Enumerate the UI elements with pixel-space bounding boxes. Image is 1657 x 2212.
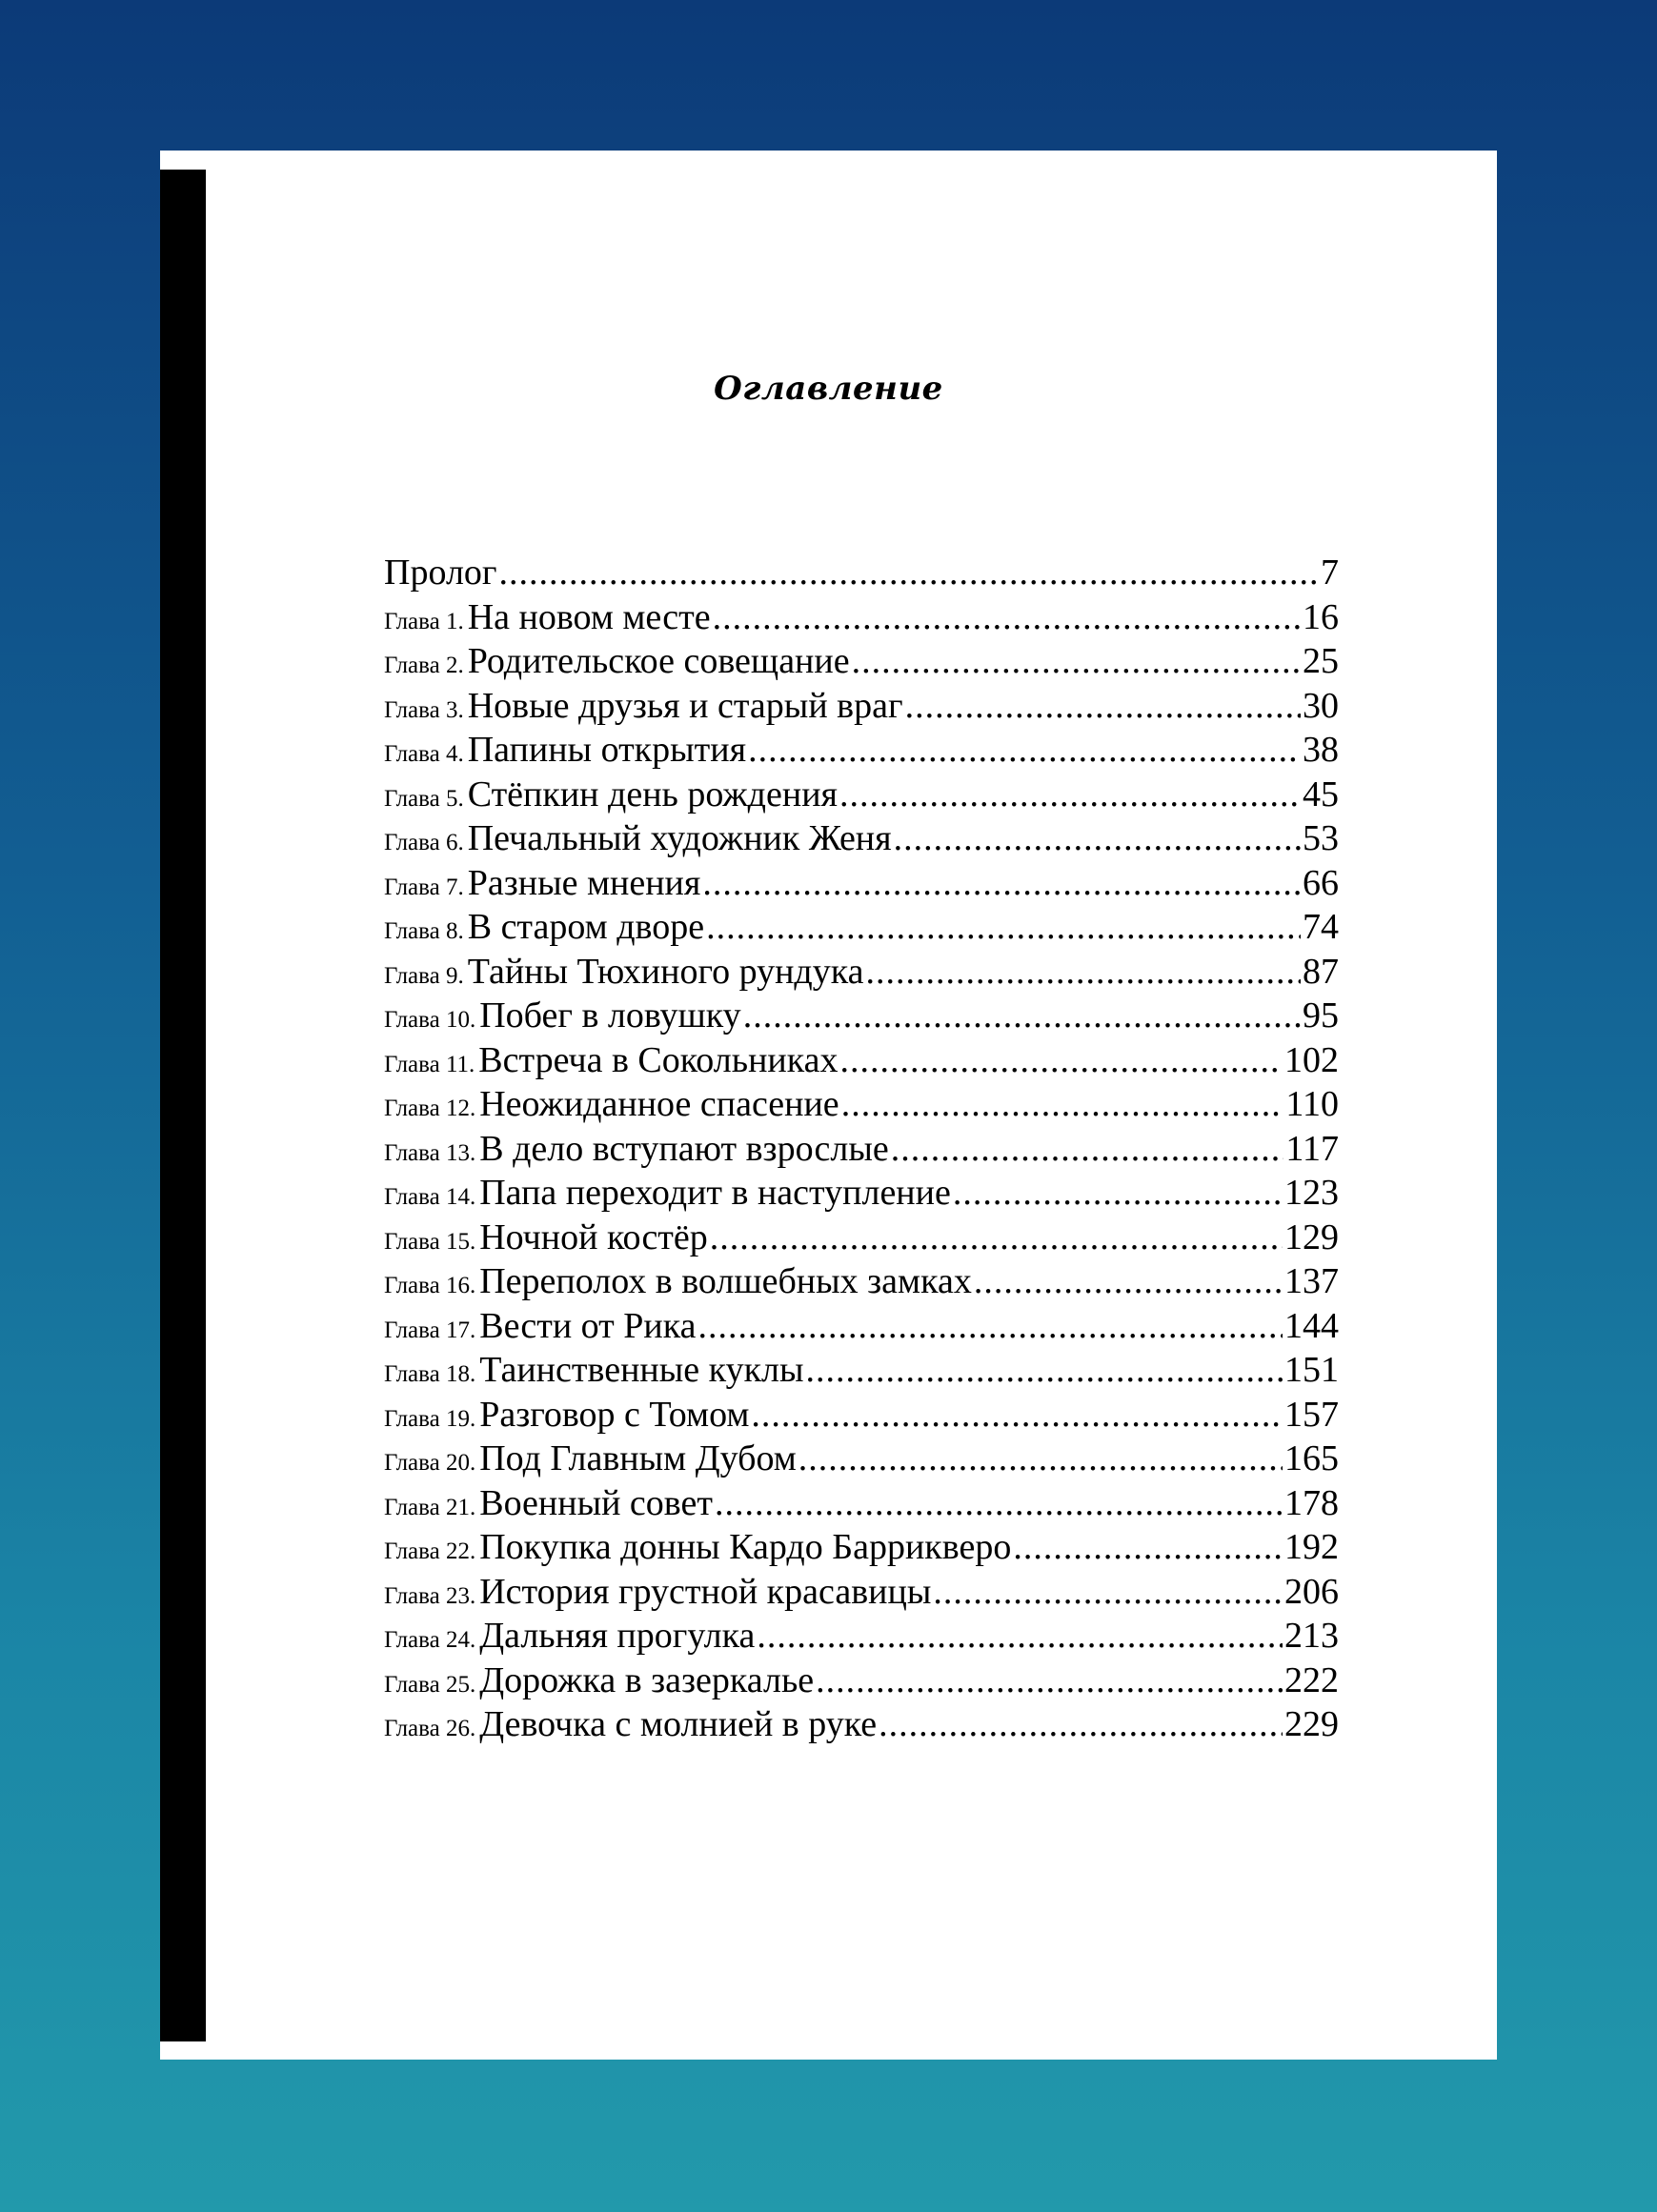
toc-entry (384, 1525, 1339, 1570)
toc-entry-page-number: 165 (1284, 1438, 1339, 1478)
toc-entry-chapter-label: Глава 6. (384, 830, 464, 855)
toc-entry-chapter-label: Глава 13. (384, 1139, 476, 1166)
toc-entry-page-number: 123 (1284, 1173, 1339, 1213)
toc-entry-dot-leader (891, 1127, 1284, 1172)
toc-entry (384, 684, 1339, 729)
toc-entry-chapter-label: Глава 14. (384, 1184, 476, 1210)
toc-entry (384, 1702, 1339, 1747)
toc-entry-chapter-label: Глава 3. (384, 696, 464, 723)
toc-entry-dot-leader (806, 1348, 1283, 1393)
toc-entry (384, 639, 1339, 684)
toc-entry-chapter-label: Глава 22. (384, 1538, 476, 1564)
toc-entry-dot-leader (751, 1393, 1283, 1438)
toc-entry-page-number: 192 (1284, 1527, 1339, 1567)
toc-entry-page-number: 157 (1284, 1394, 1339, 1435)
toc-entry-dot-leader (715, 1481, 1283, 1526)
toc-entry-dot-leader (702, 861, 1301, 906)
toc-entry-page-number: 38 (1303, 730, 1339, 770)
toc-entry (384, 1216, 1339, 1260)
toc-entry-dot-leader (757, 1614, 1283, 1659)
toc-entry-chapter-label: Глава 20. (384, 1450, 476, 1476)
toc-entry-chapter-label: Глава 10. (384, 1007, 476, 1033)
toc-entry-page-number: 53 (1303, 818, 1339, 858)
toc-entry-title: Тайны Тюхиного рундука (467, 951, 864, 992)
toc-entry-title: В старом дворе (467, 907, 705, 947)
toc-entry-chapter-label: Глава 2. (384, 653, 464, 678)
toc-entry (384, 905, 1339, 950)
toc-entry (384, 950, 1339, 995)
toc-entry-dot-leader (953, 1171, 1283, 1216)
toc-entry-dot-leader (698, 1304, 1283, 1349)
toc-entry-title: Дорожка в зазеркалье (479, 1659, 815, 1700)
toc-entry-chapter-label: Глава 24. (384, 1627, 476, 1653)
toc-entry-dot-leader (1013, 1525, 1283, 1570)
toc-entry-dot-leader (852, 639, 1301, 684)
toc-entry (384, 816, 1339, 861)
toc-entry-title: Разные мнения (467, 862, 701, 903)
toc-entry-page-number: 213 (1284, 1616, 1339, 1656)
toc-entry-page-number: 229 (1284, 1704, 1339, 1744)
toc-entry (384, 1127, 1339, 1172)
toc-entry-dot-leader (743, 994, 1301, 1038)
toc-entry-page-number: 110 (1285, 1084, 1339, 1124)
toc-entry-title: Под Главным Дубом (479, 1438, 797, 1478)
toc-entry-title: Папины открытия (467, 730, 747, 770)
toc-entry-chapter-label: Глава 1. (384, 608, 464, 634)
toc-entry-dot-leader (879, 1702, 1283, 1747)
toc-entry-page-number: 16 (1303, 596, 1339, 637)
toc-entry-chapter-label: Глава 21. (384, 1494, 476, 1520)
toc-entry-title: Вести от Рика (479, 1305, 697, 1346)
toc-entry-chapter-label: Глава 4. (384, 741, 464, 767)
toc-entry (384, 595, 1339, 640)
toc-entry-dot-leader (974, 1259, 1283, 1304)
toc-entry-page-number: 45 (1303, 774, 1339, 814)
toc-entry-chapter-label: Глава 18. (384, 1361, 476, 1387)
toc-entry-title: Родительское совещание (467, 641, 850, 681)
toc-entry (384, 1481, 1339, 1526)
book-page (160, 151, 1497, 2060)
toc-entry-dot-leader (840, 1038, 1283, 1083)
toc-entry-dot-leader (933, 1570, 1283, 1615)
toc-entry-dot-leader (905, 684, 1301, 729)
toc-entry (384, 728, 1339, 773)
toc-entry-title: История грустной красавицы (479, 1571, 932, 1612)
toc-entry-title: Военный совет (479, 1482, 713, 1523)
toc-entry (384, 994, 1339, 1038)
toc-entry-dot-leader (841, 1082, 1284, 1127)
toc-entry (384, 1393, 1339, 1438)
toc-entry-dot-leader (894, 816, 1301, 861)
toc-entry-title: Таинственные куклы (479, 1350, 804, 1390)
toc-entry-chapter-label: Глава 19. (384, 1405, 476, 1432)
toc-entry (384, 1348, 1339, 1393)
toc-entry (384, 773, 1339, 817)
toc-entry-chapter-label: Глава 12. (384, 1096, 476, 1121)
toc-entry-chapter-label: Глава 8. (384, 918, 464, 944)
toc-entry-chapter-label: Глава 26. (384, 1716, 476, 1741)
toc-entry-chapter-label: Глава 25. (384, 1671, 476, 1698)
toc-entry-dot-leader (748, 728, 1301, 773)
toc-entry-title: В дело вступают взрослые (479, 1128, 889, 1169)
toc-entry (384, 1437, 1339, 1481)
toc-entry-page-number: 66 (1303, 862, 1339, 903)
toc-entry-chapter-label: Глава 16. (384, 1273, 476, 1298)
toc-entry-page-number: 95 (1303, 995, 1339, 1036)
toc-entry-chapter-label: Глава 9. (384, 962, 464, 989)
toc-entry (384, 1082, 1339, 1127)
toc-entry-page-number: 144 (1284, 1305, 1339, 1346)
page-spine-bar (160, 170, 206, 2041)
toc-entry-dot-leader (706, 905, 1301, 950)
toc-entry-title: Ночной костёр (479, 1217, 708, 1257)
toc-entry-title: Разговор с Томом (479, 1394, 750, 1435)
toc-entry-chapter-label: Глава 17. (384, 1317, 476, 1343)
toc-entry-page-number: 25 (1303, 641, 1339, 681)
toc-entry (384, 1614, 1339, 1659)
toc-entry-dot-leader (866, 950, 1301, 995)
toc-entry-page-number: 87 (1303, 951, 1339, 992)
toc-entry-title: Переполох в волшебных замках (479, 1261, 972, 1301)
toc-entry-dot-leader (798, 1437, 1283, 1481)
toc-entry (384, 551, 1339, 595)
toc-entry-page-number: 206 (1284, 1571, 1339, 1612)
toc-entry-title: Побег в ловушку (479, 995, 741, 1036)
toc-entry-title: Девочка с молнией в руке (479, 1704, 878, 1744)
toc-entry-chapter-label: Глава 7. (384, 874, 464, 900)
toc-entry-chapter-label: Глава 5. (384, 785, 464, 812)
toc-entry-dot-leader (839, 773, 1301, 817)
toc-entry-title: Папа переходит в наступление (479, 1173, 951, 1213)
toc-entry-page-number: 151 (1284, 1350, 1339, 1390)
toc-entry-page-number: 102 (1284, 1039, 1339, 1080)
toc-entry (384, 1304, 1339, 1349)
toc-entry-title: Встреча в Сокольниках (478, 1039, 839, 1080)
toc-entry-title: Стёпкин день рождения (467, 774, 839, 814)
toc-entry-title: Покупка донны Кардо Баррикверо (479, 1527, 1012, 1567)
toc-list (384, 551, 1339, 1747)
toc-entry-page-number: 178 (1284, 1482, 1339, 1523)
toc-entry-page-number: 30 (1303, 685, 1339, 726)
toc-entry-title: Печальный художник Женя (467, 818, 892, 858)
toc-entry-page-number: 7 (1321, 553, 1339, 593)
toc-entry (384, 861, 1339, 906)
toc-entry-dot-leader (713, 595, 1301, 640)
toc-entry (384, 1659, 1339, 1703)
toc-entry-page-number: 222 (1284, 1659, 1339, 1700)
toc-entry-title: Дальняя прогулка (479, 1616, 756, 1656)
toc-entry-title: Новые друзья и старый враг (467, 685, 903, 726)
toc-entry-chapter-label: Глава 11. (384, 1051, 475, 1077)
toc-entry (384, 1038, 1339, 1083)
toc-entry (384, 1259, 1339, 1304)
toc-entry (384, 1171, 1339, 1216)
toc-entry (384, 1570, 1339, 1615)
toc-entry-page-number: 137 (1284, 1261, 1339, 1301)
toc-entry-chapter-label: Глава 15. (384, 1228, 476, 1255)
toc-entry-title: На новом месте (467, 596, 711, 637)
toc-entry-title: Неожиданное спасение (479, 1084, 839, 1124)
toc-entry-dot-leader (499, 551, 1320, 595)
toc-entry-dot-leader (710, 1216, 1283, 1260)
toc-entry-page-number: 129 (1284, 1217, 1339, 1257)
toc-title: Оглавление (714, 370, 943, 408)
toc-entry-title: Пролог (384, 553, 497, 593)
toc-entry-page-number: 74 (1303, 907, 1339, 947)
toc-entry-dot-leader (816, 1659, 1283, 1703)
toc-entry-page-number: 117 (1285, 1128, 1339, 1169)
toc-entry-chapter-label: Глава 23. (384, 1582, 476, 1609)
